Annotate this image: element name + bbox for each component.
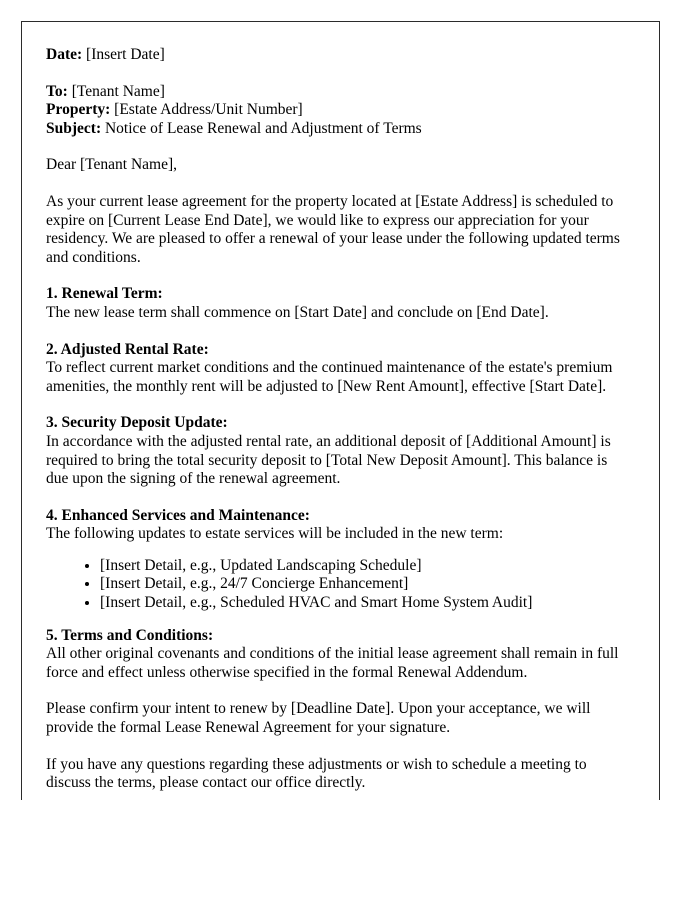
- date-label: Date:: [46, 46, 83, 63]
- spacer-after-section-5: [46, 682, 631, 700]
- section-3-heading: 3. Security Deposit Update:: [46, 414, 228, 432]
- section-1-heading: 1. Renewal Term:: [46, 285, 163, 303]
- spacer-after-closing-1: [46, 738, 631, 756]
- spacer-after-section-3: [46, 489, 631, 507]
- section-1-body: The new lease term shall commence on [Start Date] and conclude on [End Date].: [46, 303, 549, 321]
- subject-label: Subject:: [46, 119, 102, 137]
- spacer-after-date: [46, 65, 631, 83]
- spacer-after-salutation: [46, 175, 631, 193]
- to-label: To:: [46, 82, 68, 100]
- property-label: Property:: [46, 101, 111, 119]
- section-4-heading: 4. Enhanced Services and Maintenance:: [46, 506, 310, 524]
- section-2-heading: 2. Adjusted Rental Rate:: [46, 340, 209, 358]
- section-5-heading: 5. Terms and Conditions:: [46, 626, 214, 644]
- to-value: [Tenant Name]: [71, 82, 165, 100]
- date-line: [46, 46, 631, 65]
- document-body: [22, 22, 659, 793]
- property-line: [46, 101, 631, 120]
- intro-paragraph: As your current lease agreement for the property located at [Estate Address] is scheduled to expire on [Current Lease End Date], we would like to express our appreciation for your residency. We are pleased to offer a renewal of your lease under the following updated terms and conditions.: [46, 192, 620, 266]
- list-item: • [Insert Detail, e.g., Updated Landscaping Schedule]: [100, 557, 631, 576]
- list-item: • [Insert Detail, e.g., Scheduled HVAC and Smart Home System Audit]: [100, 594, 631, 613]
- section-5-body: All other original covenants and conditions of the initial lease agreement shall remain in full force and effect unless otherwise specified in the formal Renewal Addendum.: [46, 645, 619, 681]
- closing-paragraph-2: If you have any questions regarding these adjustments or wish to schedule a meeting to discuss the terms, please contact our office directly.: [46, 755, 587, 792]
- section-4-body: The following updates to estate services will be included in the new term:: [46, 525, 504, 543]
- section-2-body: To reflect current market conditions and the continued maintenance of the estate's premium amenities, the monthly rent will be adjusted to [New Rent Amount], effective [Start Date].: [46, 359, 613, 395]
- spacer-after-list: [46, 613, 631, 627]
- recipient-line: [46, 83, 631, 102]
- date-value: [Insert Date]: [86, 46, 165, 63]
- subject-value: Notice of Lease Renewal and Adjustment of Terms: [104, 119, 422, 137]
- list-item: • [Insert Detail, e.g., 24/7 Concierge Enhancement]: [100, 575, 631, 594]
- subject-line: [46, 120, 631, 139]
- spacer-after-section-2: [46, 396, 631, 414]
- property-value: [Estate Address/Unit Number]: [114, 101, 303, 119]
- enhanced-services-list: [46, 557, 631, 613]
- document-page: [21, 21, 660, 800]
- closing-paragraph-1: Please confirm your intent to renew by [Deadline Date]. Upon your acceptance, we will provide the formal Lease Renewal Agreement for your signature.: [46, 700, 591, 737]
- salutation: Dear [Tenant Name],: [46, 156, 178, 174]
- spacer-after-section-1: [46, 323, 631, 341]
- section-3-body: In accordance with the adjusted rental rate, an additional deposit of [Additional Amount] is required to bring the total security deposit to [Total New Deposit Amount]. This balance is due upon the signing of the renewal agreement.: [46, 432, 611, 488]
- spacer-after-header: [46, 138, 631, 156]
- spacer-after-intro: [46, 267, 631, 285]
